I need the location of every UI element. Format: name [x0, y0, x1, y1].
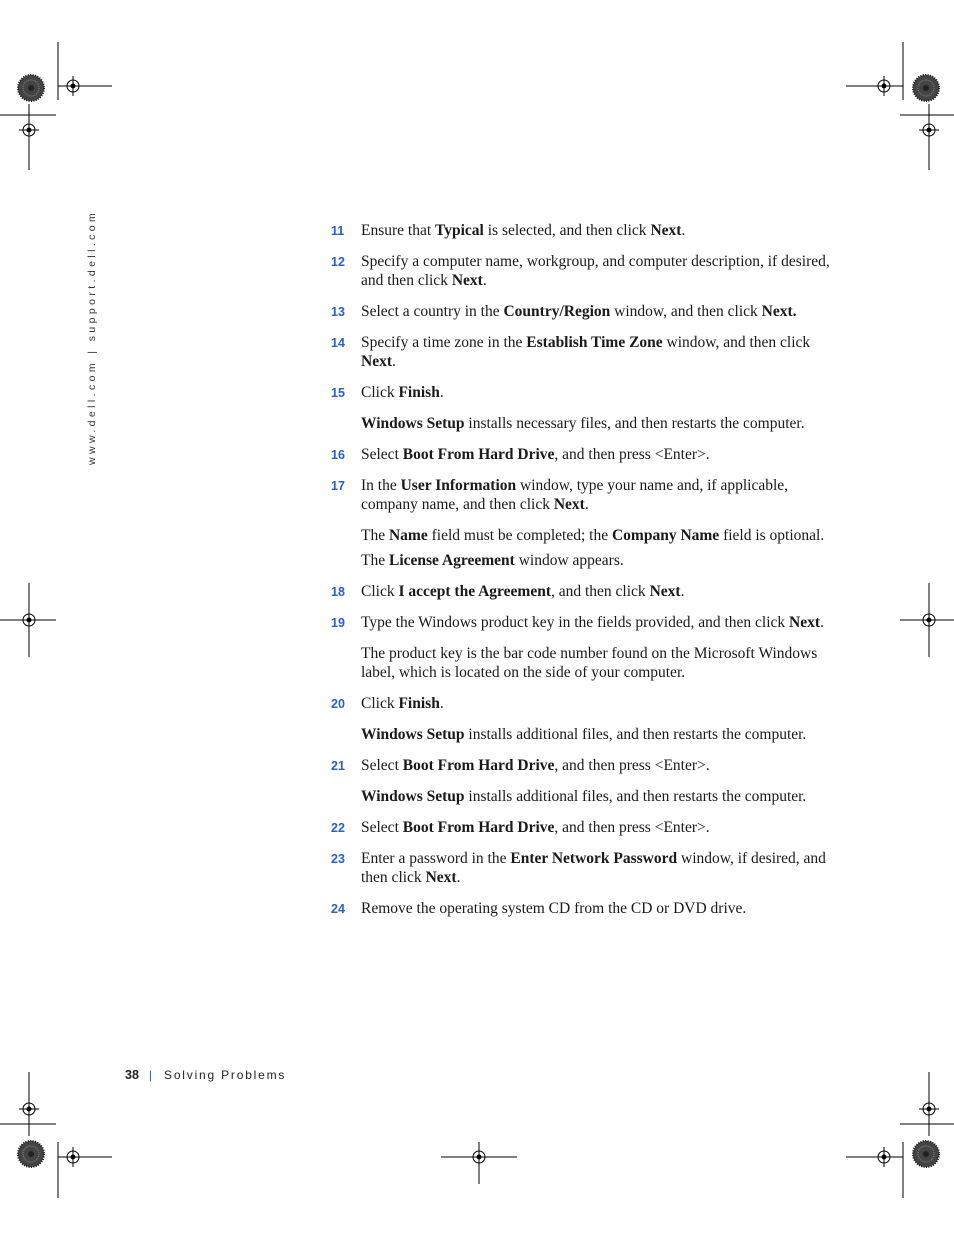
step-item	[331, 849, 831, 887]
step-number: 14	[331, 336, 345, 350]
text-run: window, if desired, and then click	[361, 850, 826, 886]
step-instruction	[361, 476, 831, 514]
ui-term: Country/Region	[503, 303, 611, 320]
text-run: The product key is the bar code number found on the Microsoft Windows label, which is located on the side of your computer.	[361, 645, 818, 681]
step-item	[331, 383, 831, 433]
step-number: 20	[331, 697, 345, 711]
ui-term: Boot From Hard Drive	[402, 757, 555, 774]
step-instruction	[361, 694, 831, 713]
ui-term: Next	[425, 869, 457, 886]
step-number: 21	[331, 759, 345, 773]
step-instruction	[361, 302, 831, 321]
ui-term: Next	[789, 614, 821, 631]
text-run: Specify a time zone in the	[361, 334, 527, 351]
text-run: , and then press <Enter>.	[554, 446, 710, 463]
text-run: Click	[361, 583, 399, 600]
step-item	[331, 613, 831, 682]
step-item	[331, 694, 831, 744]
section-title: Solving Problems	[164, 1068, 287, 1082]
text-run: installs necessary files, and then restarts the computer.	[464, 415, 805, 432]
text-run: window, and then click	[662, 334, 811, 351]
step-item	[331, 445, 831, 464]
text-run: installs additional files, and then restarts the computer.	[464, 788, 807, 805]
text-run: The	[361, 527, 389, 544]
step-instruction	[361, 849, 831, 887]
text-run: window, and then click	[610, 303, 762, 320]
step-note	[361, 725, 831, 744]
text-run: .	[681, 222, 686, 239]
side-website-text: www.dell.com | support.dell.com	[86, 209, 98, 465]
text-run: In the	[361, 477, 401, 494]
step-number: 23	[331, 852, 345, 866]
ui-term: Next	[451, 272, 483, 289]
text-run: .	[439, 384, 444, 401]
ui-term: Boot From Hard Drive	[402, 819, 555, 836]
ui-term: Name	[388, 527, 428, 544]
step-item	[331, 302, 831, 321]
step-instruction	[361, 613, 831, 632]
step-number: 15	[331, 386, 345, 400]
text-run: Ensure that	[361, 222, 436, 239]
text-run: Type the Windows product key in the fields provided, and then click	[361, 614, 790, 631]
step-number: 13	[331, 305, 345, 319]
text-run: window appears.	[514, 552, 624, 569]
procedure-steps-list	[331, 221, 831, 930]
text-run: Select	[361, 446, 403, 463]
step-item	[331, 333, 831, 371]
text-run: Remove the operating system CD from the CD or DVD drive.	[361, 900, 747, 917]
ui-term: Next.	[761, 303, 797, 320]
ui-term: Enter Network Password	[510, 850, 678, 867]
text-run: field is optional.	[719, 527, 825, 544]
step-number: 16	[331, 448, 345, 462]
step-instruction	[361, 445, 831, 464]
step-number: 12	[331, 255, 345, 269]
ui-term: I accept the Agreement	[398, 583, 551, 600]
text-run: field must be completed; the	[427, 527, 612, 544]
text-run: window, type your name and, if applicable, company name, and then click	[361, 477, 789, 513]
step-instruction	[361, 899, 831, 918]
step-number: 19	[331, 616, 345, 630]
text-run: , and then press <Enter>.	[554, 757, 710, 774]
step-number: 17	[331, 479, 345, 493]
ui-term: Next	[650, 222, 682, 239]
text-run: The	[361, 552, 389, 569]
ui-term: Finish	[398, 695, 440, 712]
text-run: .	[584, 496, 589, 513]
text-run: Click	[361, 384, 399, 401]
step-item	[331, 818, 831, 837]
ui-term: Next	[361, 353, 392, 370]
step-item	[331, 476, 831, 570]
step-number: 18	[331, 585, 345, 599]
step-number: 11	[331, 224, 345, 238]
step-instruction	[361, 383, 831, 402]
step-item	[331, 252, 831, 290]
text-run: .	[820, 614, 824, 631]
text-run: Specify a computer name, workgroup, and computer description, if desired, and then click	[361, 253, 830, 289]
ui-term: Next	[553, 496, 585, 513]
step-item	[331, 582, 831, 601]
footer-separator: |	[148, 1068, 153, 1082]
text-run: .	[439, 695, 444, 712]
text-run: .	[680, 583, 685, 600]
ui-term: Boot From Hard Drive	[402, 446, 555, 463]
text-run: Select	[361, 757, 403, 774]
step-number: 22	[331, 821, 345, 835]
text-run: Select a country in the	[361, 303, 504, 320]
step-instruction	[361, 582, 831, 601]
text-run: , and then press <Enter>.	[554, 819, 710, 836]
ui-term: Windows Setup	[361, 415, 465, 432]
text-run: .	[482, 272, 487, 289]
ui-term: Windows Setup	[361, 726, 465, 743]
ui-term: Company Name	[611, 527, 720, 544]
step-instruction	[361, 333, 831, 371]
step-item	[331, 899, 831, 918]
text-run: Enter a password in the	[361, 850, 511, 867]
step-number: 24	[331, 902, 345, 916]
ui-term: License Agreement	[388, 552, 515, 569]
step-note	[361, 644, 831, 682]
step-instruction	[361, 756, 831, 775]
ui-term: Typical	[435, 222, 484, 239]
step-instruction	[361, 252, 831, 290]
step-instruction	[361, 818, 831, 837]
step-item	[331, 221, 831, 240]
page-footer	[125, 1068, 286, 1082]
ui-term: Windows Setup	[361, 788, 465, 805]
text-run: is selected, and then click	[483, 222, 651, 239]
ui-term: Finish	[398, 384, 440, 401]
step-note	[361, 526, 831, 545]
step-note	[361, 414, 831, 433]
step-item	[331, 756, 831, 806]
ui-term: Establish Time Zone	[526, 334, 663, 351]
step-instruction	[361, 221, 831, 240]
text-run: .	[392, 353, 396, 370]
text-run: , and then click	[550, 583, 650, 600]
text-run: installs additional files, and then restarts the computer.	[464, 726, 807, 743]
ui-term: Next	[649, 583, 681, 600]
step-note	[361, 551, 831, 570]
text-run: .	[456, 869, 461, 886]
text-run: Select	[361, 819, 403, 836]
text-run: Click	[361, 695, 399, 712]
page-number: 38	[125, 1068, 139, 1082]
ui-term: User Information	[400, 477, 517, 494]
step-note	[361, 787, 831, 806]
